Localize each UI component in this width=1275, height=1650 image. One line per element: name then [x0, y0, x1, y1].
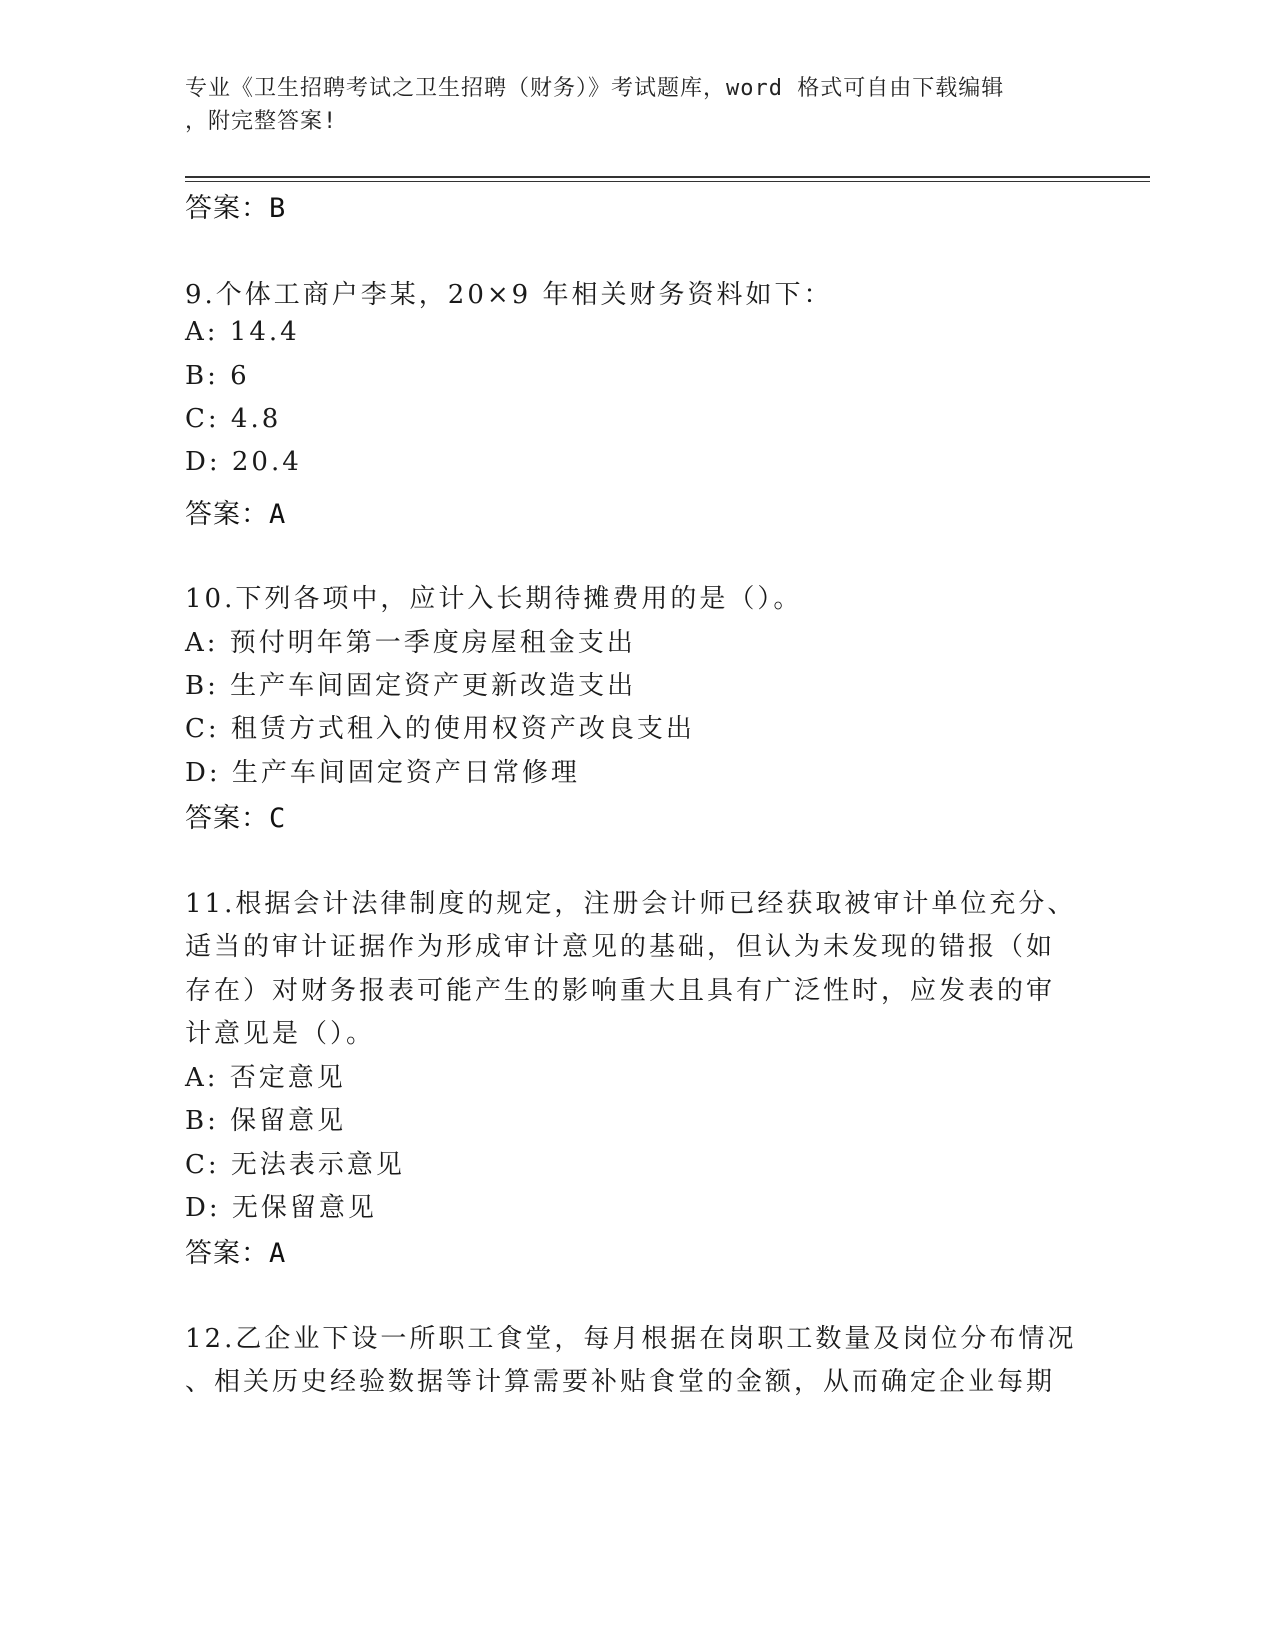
- question-10-option-d: D: 生产车间固定资产日常修理: [185, 758, 580, 788]
- question-10-option-a: A: 预付明年第一季度房屋租金支出: [185, 628, 636, 658]
- answer-value: A: [269, 1238, 287, 1269]
- answer-value: A: [269, 499, 287, 530]
- question-10-stem: 10.下列各项中，应计入长期待摊费用的是（）。: [185, 584, 803, 614]
- header-divider-thick: [185, 176, 1150, 178]
- question-11-answer: [185, 1231, 286, 1270]
- answer-value: B: [269, 193, 287, 224]
- question-9-option-c: C: 4.8: [185, 404, 282, 434]
- header-divider-thin: [185, 181, 1150, 182]
- question-9-option-b: B: 6: [185, 361, 250, 391]
- question-12-stem-line-2: 、相关历史经验数据等计算需要补贴食堂的金额，从而确定企业每期: [185, 1367, 1056, 1397]
- question-9-answer: [185, 492, 286, 531]
- answer-value: C: [269, 803, 287, 834]
- answer-label: 答案：: [185, 1238, 269, 1269]
- answer-line-prev: [185, 186, 286, 225]
- question-11-stem-line-4: 计意见是（）。: [185, 1019, 376, 1049]
- answer-label: 答案：: [185, 193, 269, 224]
- header-line-1: 专业《卫生招聘考试之卫生招聘（财务）》考试题库，word 格式可自由下载编辑: [185, 76, 1005, 101]
- question-11-stem-line-1: 11.根据会计法律制度的规定，注册会计师已经获取被审计单位充分、: [185, 889, 1077, 919]
- question-10-answer: [185, 796, 286, 835]
- question-11-option-c: C: 无法表示意见: [185, 1150, 405, 1180]
- question-9-stem: 9.个体工商户李某，20×9 年相关财务资料如下：: [185, 280, 833, 310]
- question-9-option-a: A: 14.4: [185, 317, 300, 347]
- question-11-stem-line-3: 存在）对财务报表可能产生的影响重大且具有广泛性时，应发表的审: [185, 976, 1056, 1006]
- document-header: [185, 72, 1065, 138]
- question-10-option-c: C: 租赁方式租入的使用权资产改良支出: [185, 714, 695, 744]
- question-9-option-d: D: 20.4: [185, 447, 302, 477]
- answer-label: 答案：: [185, 803, 269, 834]
- question-10-option-b: B: 生产车间固定资产更新改造支出: [185, 671, 637, 701]
- answer-label: 答案：: [185, 499, 269, 530]
- question-11-stem-line-2: 适当的审计证据作为形成审计意见的基础，但认为未发现的错报（如: [185, 932, 1056, 962]
- question-11-option-b: B: 保留意见: [185, 1106, 347, 1136]
- question-12-stem-line-1: 12.乙企业下设一所职工食堂，每月根据在岗职工数量及岗位分布情况: [185, 1324, 1077, 1354]
- question-11-option-a: A: 否定意见: [185, 1063, 346, 1093]
- question-11-option-d: D: 无保留意见: [185, 1193, 377, 1223]
- header-line-2: ，附完整答案!: [185, 109, 338, 134]
